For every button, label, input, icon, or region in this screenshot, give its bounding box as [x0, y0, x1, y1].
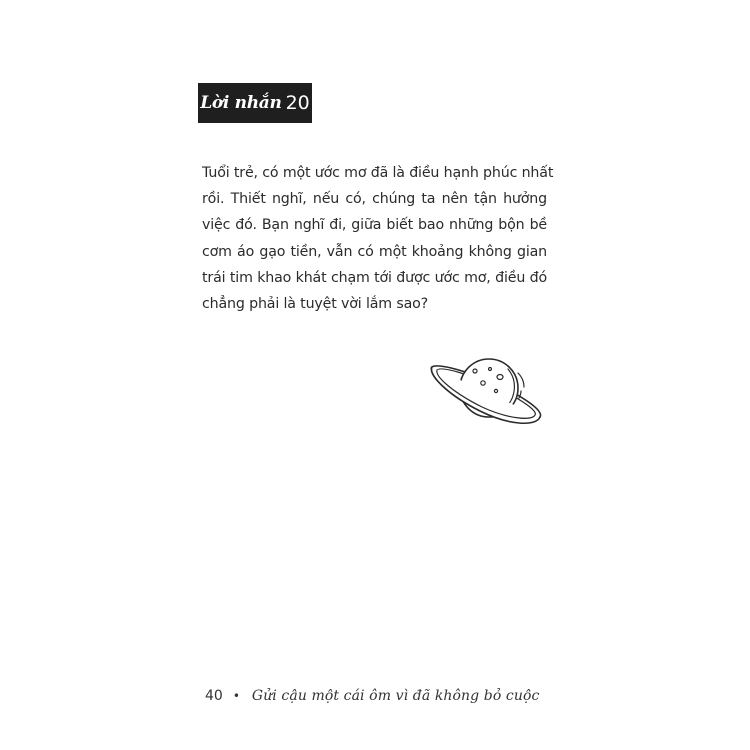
page-number: 40 — [205, 688, 223, 704]
body-line: rồi. Thiết nghĩ, nếu có, chúng ta nên tận hưởng — [202, 191, 547, 208]
body-paragraph — [202, 160, 554, 317]
heading-word: Lời nhắn — [200, 93, 282, 113]
body-line: Tuổi trẻ, có một ước mơ đã là điều hạnh phúc nhất — [202, 165, 554, 181]
chapter-heading — [198, 83, 312, 123]
heading-number: 20 — [285, 92, 310, 114]
body-line: trái tim khao khát chạm tới được ước mơ, điều đó — [202, 269, 547, 286]
planet-icon — [428, 355, 546, 435]
footer-separator: • — [232, 689, 240, 703]
page-footer — [205, 688, 539, 704]
body-line: chẳng phải là tuyệt vời lắm sao? — [202, 296, 429, 313]
book-title: Gửi cậu một cái ôm vì đã không bỏ cuộc — [251, 688, 540, 704]
body-line: việc đó. Bạn nghĩ đi, giữa biết bao những bộn bề — [202, 217, 547, 234]
body-line: cơm áo gạo tiền, vẫn có một khoảng không gian — [202, 243, 547, 260]
